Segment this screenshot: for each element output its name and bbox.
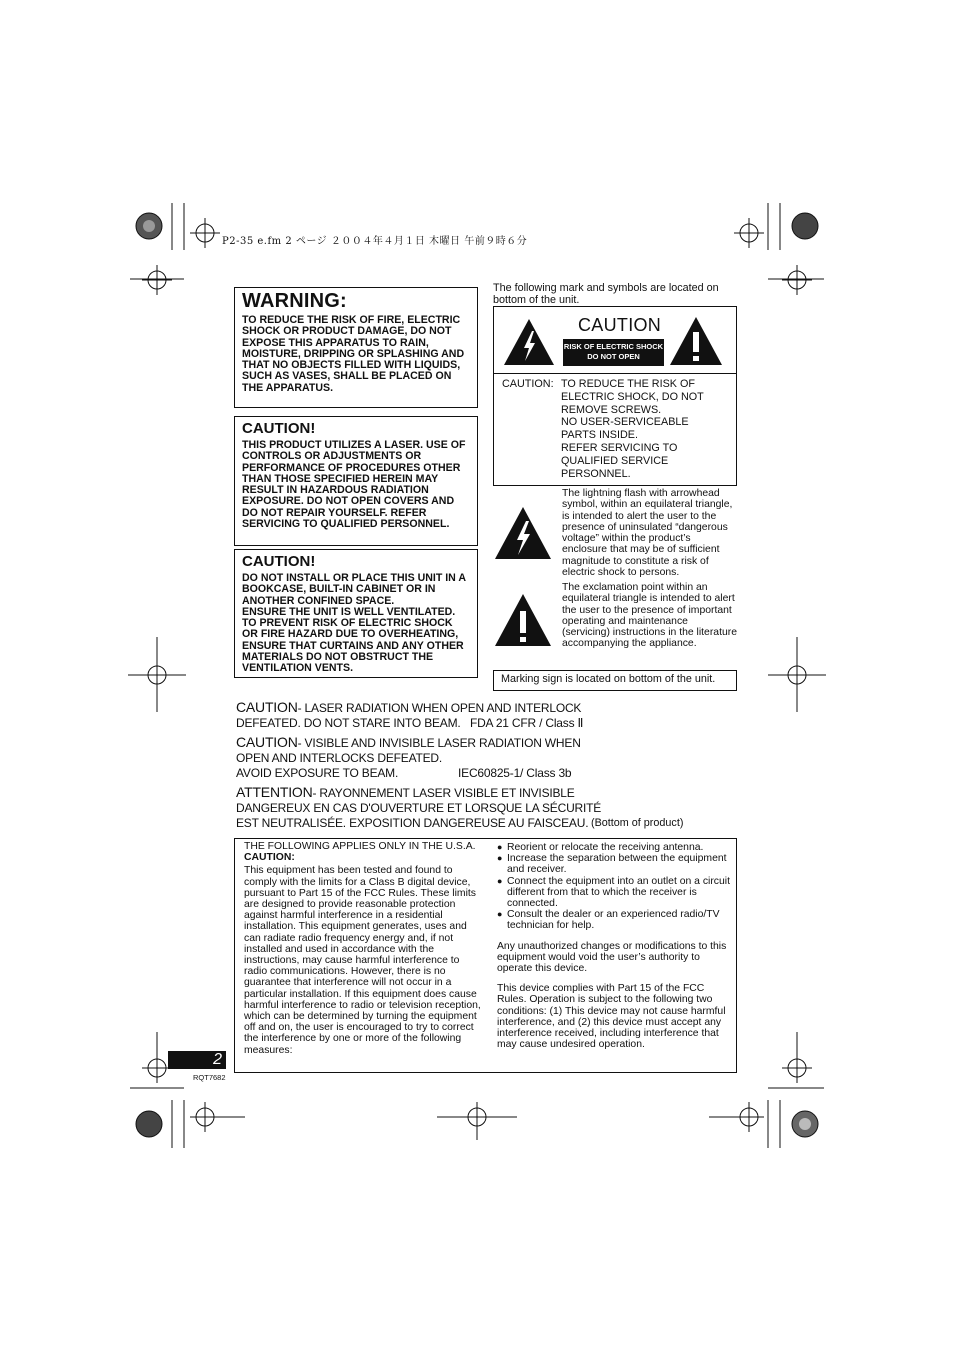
- fcc-bullet: ● Reorient or relocate the receiving antenna.: [497, 842, 735, 853]
- laser-line: - RAYONNEMENT LASER VISIBLE ET INVISIBLE: [312, 786, 575, 800]
- laser-standard: IEC60825-1/ Class 3b: [458, 766, 572, 780]
- caution-line: PARTS INSIDE.: [561, 429, 638, 442]
- shock-label: [563, 339, 664, 366]
- exclamation-triangle-icon: [668, 315, 724, 367]
- shock-label-line2: DO NOT OPEN: [587, 352, 640, 361]
- warning-box: [234, 287, 478, 408]
- caution-laser-title: CAUTION!: [242, 420, 316, 437]
- laser-line: EST NEUTRALISÉE. EXPOSITION DANGEREUSE AU FAISCEAU.: [236, 816, 589, 830]
- caution-ventilation-box: [234, 549, 478, 678]
- caution-label-box: [493, 306, 737, 486]
- laser-line: OPEN AND INTERLOCKS DEFEATED.: [236, 751, 443, 765]
- laser-label: [236, 700, 706, 831]
- fcc-bullet: ● Increase the separation between the equipment and receiver.: [497, 853, 735, 875]
- fcc-caution: CAUTION:: [244, 852, 295, 864]
- file-header: P2-35 e.fm 2 ページ ２００４年４月１日 木曜日 午前９時６分: [222, 236, 528, 247]
- caution-word: CAUTION: [578, 315, 662, 335]
- caution-install-text: DO NOT INSTALL OR PLACE THIS UNIT IN A BOOKCASE, BUILT-IN CABINET OR IN ANOTHER CONFINED SPACE.: [242, 572, 466, 607]
- fcc-bullet: ● Connect the equipment into an outlet on a circuit different from that to which the receiver is connected.: [497, 876, 735, 910]
- lightning-triangle-icon: [502, 317, 556, 367]
- caution-laser-box: [234, 416, 478, 546]
- caution-line: NO USER-SERVICEABLE: [561, 416, 689, 429]
- fcc-modification-note: Any unauthorized changes or modifications to this equipment would void the user’s authority to operate this device.: [497, 940, 727, 975]
- symbols-intro: The following mark and symbols are located on bottom of the unit.: [493, 282, 719, 307]
- shock-label-line1: RISK OF ELECTRIC SHOCK: [563, 342, 664, 351]
- model-code: RQT7682: [193, 1073, 226, 1082]
- caution-line: TO REDUCE THE RISK OF: [561, 378, 695, 390]
- fcc-box: [234, 838, 737, 1073]
- fcc-compliance-note: This device complies with Part 15 of the FCC Rules. Operation is subject to the following two conditions: (1) This device may not cause harmful interference, and (2) this device must accept any interference received, including interference that may cause undesired operation.: [497, 983, 726, 1051]
- warning-title: WARNING:: [242, 290, 347, 312]
- caution-ventilate-text: ENSURE THE UNIT IS WELL VENTILATED. TO PREVENT RISK OF ELECTRIC SHOCK OR FIRE HAZARD DUE TO OVERHEATING, ENSURE THAT CURTAINS AND ANY OTHER MATERIALS DO NOT OBSTRUCT THE VENTILATION VENTS.: [242, 605, 464, 675]
- caution-prefix: CAUTION:: [502, 378, 554, 390]
- lightning-triangle-icon: [493, 505, 553, 561]
- caution-line: REFER SERVICING TO: [561, 441, 678, 454]
- laser-standard: FDA 21 CFR / Class Ⅱ: [469, 716, 584, 730]
- exclamation-triangle-icon: [493, 592, 553, 648]
- marking-sign-text: Marking sign is located on bottom of the unit.: [501, 673, 716, 685]
- laser-caution-word: CAUTION: [236, 699, 298, 715]
- caution-ventilation-title: CAUTION!: [242, 553, 316, 570]
- marking-sign-box: [493, 670, 737, 691]
- fcc-bullet: ● Consult the dealer or an experienced radio/TV technician for help.: [497, 909, 735, 931]
- laser-caution-word: CAUTION: [236, 734, 298, 750]
- fcc-body: This equipment has been tested and found to comply with the limits for a Class B digital device, pursuant to Part 15 of the FCC Rules. These limits are designed to provide reasonable protection against harmful interference in a residential installation. This equipment generates, uses and can radiate radio frequency energy and, if not installed and used in accordance with the instructions, may cause harmful interference to radio communications. However, there is no guarantee that interference will not occur in a particular installation. If this equipment does cause harmful interference to radio or television reception, which can be determined by turning the equipment off and on, the user is encouraged to try to correct the interference by one or more of the following measures:: [244, 865, 481, 1056]
- bottom-of-product-note: (Bottom of product): [591, 817, 684, 829]
- caution-line: QUALIFIED SERVICE: [561, 454, 669, 467]
- caution-line: PERSONNEL.: [561, 467, 631, 480]
- laser-line: AVOID EXPOSURE TO BEAM.: [236, 766, 399, 780]
- lightning-description: The lightning flash with arrowhead symbol, within an equilateral triangle, is intended to alert the user to the presence of uninsulated “dangerous voltage” within the product’s enclosure that may be of sufficient magnitude to constitute a risk of electric shock to persons.: [562, 488, 733, 579]
- laser-line: DANGEREUX EN CAS D'OUVERTURE ET LORSQUE LA SÉCURITÉ: [236, 801, 602, 815]
- laser-line: - LASER RADIATION WHEN OPEN AND INTERLOCK: [297, 701, 582, 715]
- laser-attention-word: ATTENTION: [236, 784, 313, 800]
- caution-line: REMOVE SCREWS.: [561, 403, 662, 416]
- laser-line: - VISIBLE AND INVISIBLE LASER RADIATION WHEN: [297, 736, 581, 750]
- page-number: 2: [168, 1051, 226, 1069]
- laser-line: DEFEATED. DO NOT STARE INTO BEAM.: [236, 716, 461, 730]
- warning-text: TO REDUCE THE RISK OF FIRE, ELECTRIC SHOCK OR PRODUCT DAMAGE, DO NOT EXPOSE THIS APPARATUS TO RAIN, MOISTURE, DRIPPING OR SPLASHING AND THAT NO OBJECTS FILLED WITH LIQUIDS, SUCH AS VASES, SHALL BE PLACED ON THE APPARATUS.: [242, 314, 465, 394]
- exclamation-description: The exclamation point within an equilateral triangle is intended to alert the user to the presence of important operating and maintenance (servicing) instructions in the literature accompanying the appliance.: [562, 582, 737, 650]
- caution-line: ELECTRIC SHOCK, DO NOT: [561, 390, 704, 403]
- fcc-applies: THE FOLLOWING APPLIES ONLY IN THE U.S.A.: [244, 841, 476, 852]
- caution-laser-text: THIS PRODUCT UTILIZES A LASER. USE OF CONTROLS OR ADJUSTMENTS OR PERFORMANCE OF PROCEDURES OTHER THAN THOSE SPECIFIED HEREIN MAY RESULT IN HAZARDOUS RADIATION EXPOSURE. DO NOT OPEN COVERS AND DO NOT REPAIR YOURSELF. REFER SERVICING TO QUALIFIED PERSONNEL.: [242, 439, 466, 531]
